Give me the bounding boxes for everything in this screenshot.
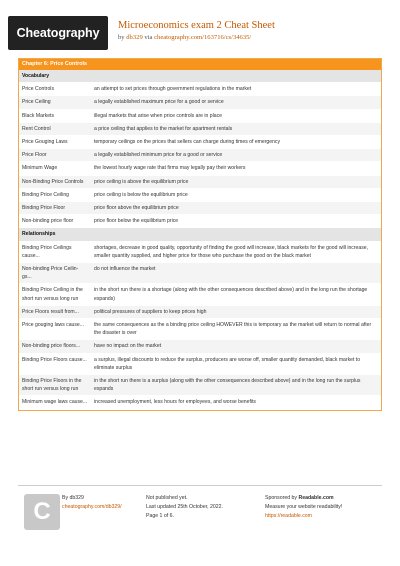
term-cell: Non-Binding Price Controls xyxy=(22,178,84,185)
definition-cell: shortages, decrease in good quality, opportunity of finding the good will increase, black markets for the good will increase, smaller quantity supplied, and higher price for those who purchase the good on the black market xyxy=(94,244,368,259)
table-row xyxy=(19,149,381,162)
table-row xyxy=(19,242,381,263)
term-cell: Price Floors result from... xyxy=(22,308,79,315)
term-cell: Binding Price Floors in the short run versus long run xyxy=(22,378,82,393)
term-cell: Binding Price Ceiling xyxy=(22,191,70,198)
sponsor-link[interactable]: https://readable.com xyxy=(265,513,313,519)
term-cell: Binding Price Ceiling in the short run versus long run xyxy=(22,287,83,302)
sheet-url-link[interactable]: cheatography.com/163716/cs/34635/ xyxy=(154,34,252,41)
definition-cell: do not influence the market xyxy=(94,266,156,273)
definition-cell: price floor above the equilibrium price xyxy=(94,205,179,212)
price-controls-section xyxy=(18,58,382,411)
term-cell: Minimum wage laws cause... xyxy=(22,399,88,406)
badge-letter: C xyxy=(33,498,51,525)
term-cell: Minimum Wage xyxy=(22,165,58,172)
subsection-title: Vocabulary xyxy=(22,73,50,79)
page-header xyxy=(0,0,400,60)
definition-cell: the lowest hourly wage rate that firms may legally pay their workers xyxy=(94,165,246,172)
definition-cell: temporary ceilings on the prices that sellers can charge during times of emergency xyxy=(94,139,281,146)
table-row xyxy=(19,83,381,96)
footer-meta xyxy=(146,494,223,521)
table-row xyxy=(19,136,381,149)
term-cell: Price Gouging Laws xyxy=(22,139,68,146)
table-row xyxy=(19,189,381,202)
table-row xyxy=(19,176,381,189)
definition-cell: increased unemployment, less hours for employees, and worse benefits xyxy=(94,399,256,406)
term-cell: Price Floor xyxy=(22,152,47,159)
term-cell: Rent Control xyxy=(22,125,51,132)
term-cell: Price Controls xyxy=(22,86,54,93)
table-row xyxy=(19,96,381,109)
term-cell: Binding Price Floor xyxy=(22,205,66,212)
table-row xyxy=(19,202,381,215)
table-row xyxy=(19,110,381,123)
term-cell: Black Markets xyxy=(22,112,54,119)
definition-cell: price ceiling is below the equilibrium price xyxy=(94,191,188,198)
author-link[interactable]: db329 xyxy=(126,34,143,41)
sponsor-line xyxy=(265,494,342,503)
page-footer xyxy=(18,485,382,535)
definition-cell: illegal markets that arise when price controls are in place xyxy=(94,112,222,119)
table-row xyxy=(19,215,381,228)
table-row xyxy=(19,123,381,136)
cheatography-logo[interactable] xyxy=(8,16,108,50)
byline-via: via xyxy=(142,34,155,41)
last-updated: Last updated 25th October, 2022. xyxy=(146,504,224,510)
section-title: Chapter 6: Price Controls xyxy=(19,59,381,70)
term-cell: Price gouging laws cause... xyxy=(22,322,85,329)
definition-cell: price ceiling is above the equilibrium price xyxy=(94,178,189,185)
definition-cell: the same consequences as the a binding price ceiling HOWEVER this is temporary as the market will return to normal after the disaster is over xyxy=(94,322,372,337)
table-row xyxy=(19,284,381,305)
footer-author xyxy=(62,494,122,512)
sponsor-tagline: Measure your website readability! xyxy=(265,504,343,510)
definition-cell: have no impact on the market xyxy=(94,343,162,350)
subsection-header xyxy=(19,70,381,83)
byline xyxy=(118,34,251,41)
subsection-title: Relationships xyxy=(22,231,56,238)
published-status: Not published yet. xyxy=(146,495,188,501)
definition-cell: price floor below the equilibrium price xyxy=(94,218,179,225)
table-row xyxy=(19,375,381,396)
table-row xyxy=(19,396,381,409)
definition-cell: a surplus, illegal discounts to reduce the surplus, producers are worse off, smaller quantity demanded, black market to eliminate surplus xyxy=(94,356,361,371)
byline-prefix: by xyxy=(118,34,127,41)
definition-cell: in the short run there is a shortage (along with the other consequences described above) and in the long run the shortage expands) xyxy=(94,287,368,302)
term-cell: Non-binding price floors... xyxy=(22,343,81,350)
definition-cell: a legally established maximum price for a good or service xyxy=(94,99,224,106)
footer-sponsor xyxy=(265,494,342,521)
logo-text: Cheatography xyxy=(16,26,100,40)
page-number: Page 1 of 6. xyxy=(146,513,174,519)
table-row xyxy=(19,263,381,284)
table-row xyxy=(19,319,381,340)
term-cell: Price Ceiling xyxy=(22,99,51,106)
term-cell: Binding Price Ceilings cause... xyxy=(22,244,72,259)
definition-cell: political pressures of suppliers to keep prices high xyxy=(94,308,207,315)
definition-cell: in the short run there is a surplus (along with the other consequences described above) and in the long run the surplus expands xyxy=(94,378,361,393)
term-cell: Binding Price Floors cause... xyxy=(22,356,87,363)
sponsor-name: Readable.com xyxy=(298,495,334,501)
table-row xyxy=(19,306,381,319)
cheatography-badge-icon xyxy=(24,494,60,530)
table-row xyxy=(19,162,381,175)
footer-by-label: By db329 xyxy=(62,495,84,501)
sheet-title: Microeconomics exam 2 Cheat Sheet xyxy=(118,20,275,31)
definition-cell: a price ceiling that applies to the market for apartment rentals xyxy=(94,125,233,132)
section-rows xyxy=(19,70,381,410)
definition-cell: an attempt to set prices through government regulations in the market xyxy=(94,86,252,93)
table-row xyxy=(19,340,381,353)
term-cell: Non-binding Price Ceilin- gs... xyxy=(22,266,79,281)
term-cell: Non-binding price floor xyxy=(22,218,74,225)
subsection-header xyxy=(19,228,381,241)
footer-author-link[interactable]: cheatography.com/db329/ xyxy=(62,504,122,510)
table-row xyxy=(19,354,381,375)
definition-cell: a legally established minimum price for a good or service xyxy=(94,152,223,159)
sponsor-prefix: Sponsored by xyxy=(265,495,299,501)
